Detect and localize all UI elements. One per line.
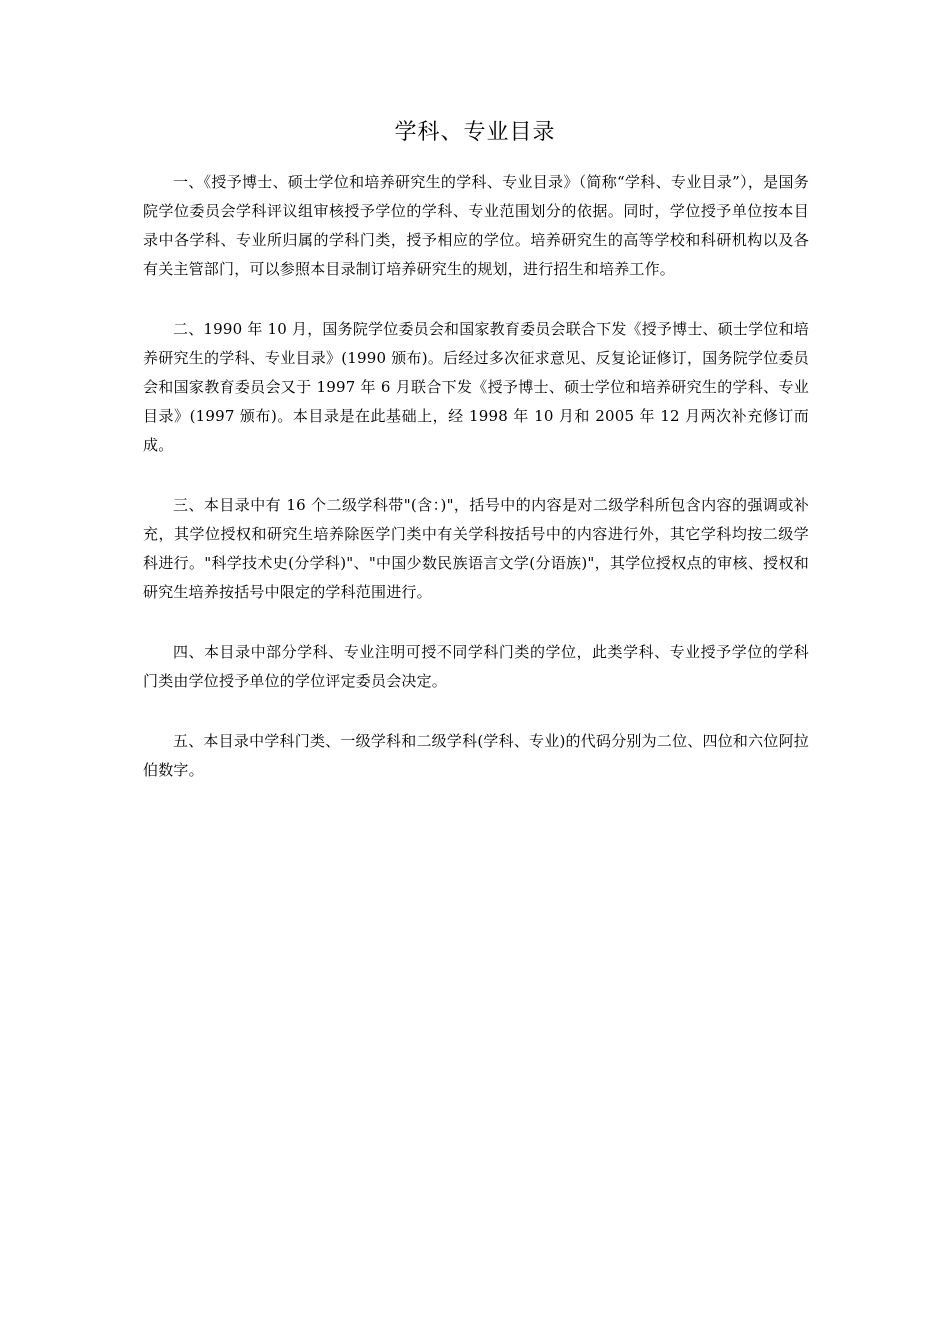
page-title: 学科、专业目录 — [394, 120, 556, 145]
document-body — [143, 168, 809, 816]
paragraph-4: 四、本目录中部分学科、专业注明可授不同学科门类的学位，此类学科、专业授予学位的学科门类由学位授予单位的学位评定委员会决定。 — [143, 643, 809, 690]
paragraph-3: 三、本目录中有 16 个二级学科带"(含：)"，括号中的内容是对二级学科所包含内容的强调或补充，其学位授权和研究生培养除医学门类中有关学科按括号中的内容进行外，其它学科均按二级学科进行。"科学技术史(分学科)"、"中国少数民族语言文学(分语族)"，其学位授权点的审核、授权和研究生培养按括号中限定的学科范围进行。 — [143, 496, 809, 601]
paragraph-2: 二、1990 年 10 月，国务院学位委员会和国家教育委员会联合下发《授予博士、硕士学位和培养研究生的学科、专业目录》(1990 颁布)。后经过多次征求意见、反复论证修订，国务院学位委员会和国家教育委员会又于 1997 年 6 月联合下发《授予博士、硕士学位和培养研究生的学科、专业目录》(1997 颁布)。本目录是在此基础上，经 1998 年 10 月和 2005 年 12 月两次补充修订而成。 — [143, 320, 809, 454]
paragraph-5: 五、本目录中学科门类、一级学科和二级学科(学科、专业)的代码分别为二位、四位和六位阿拉伯数字。 — [143, 732, 809, 779]
paragraph-1: 一、《授予博士、硕士学位和培养研究生的学科、专业目录》（简称“学科、专业目录”），是国务院学位委员会学科评议组审核授予学位的学科、专业范围划分的依据。同时，学位授予单位按本目录中各学科、专业所归属的学科门类，授予相应的学位。培养研究生的高等学校和科研机构以及各有关主管部门，可以参照本目录制订培养研究生的规划，进行招生和培养工作。 — [143, 173, 809, 278]
